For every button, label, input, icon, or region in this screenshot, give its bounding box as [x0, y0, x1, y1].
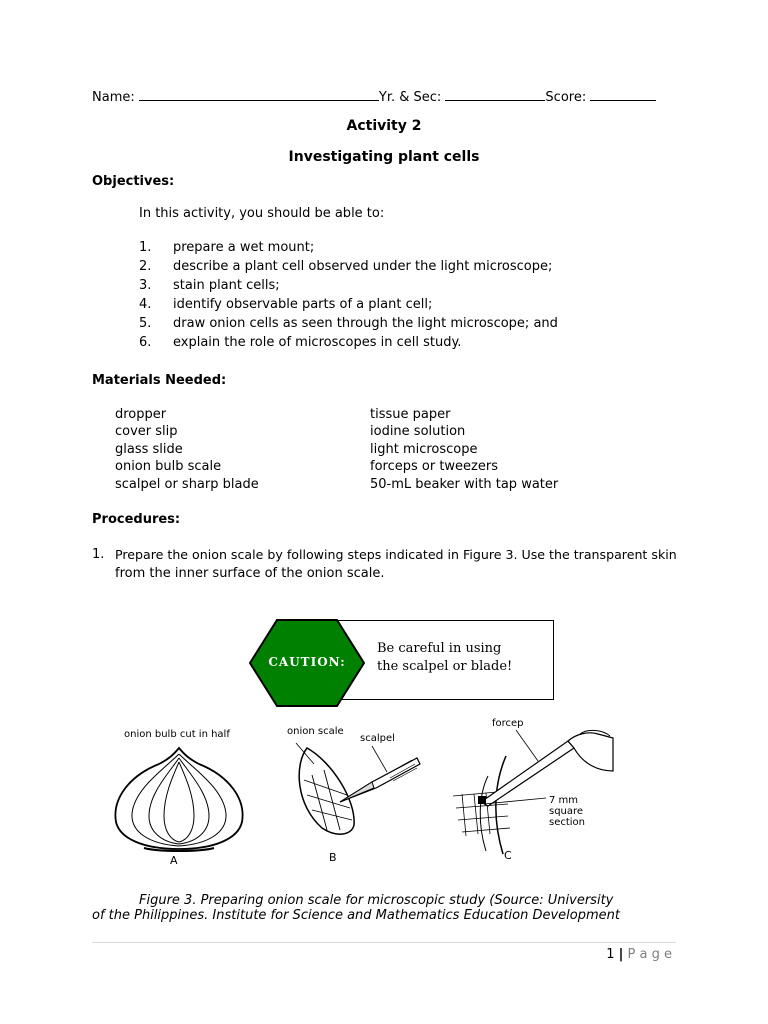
figure-a-label: onion bulb cut in half — [124, 729, 230, 740]
figure-caption-line-1: Figure 3. Preparing onion scale for microscopic study (Source: University — [139, 893, 614, 908]
material-right-2: iodine solution — [370, 424, 466, 439]
figure-letter-c: C — [504, 849, 512, 862]
objective-item-5: 5. draw onion cells as seen through the light microscope; and — [139, 316, 558, 331]
onion-scale-scalpel-icon — [292, 740, 432, 840]
material-right-5: 50-mL beaker with tap water — [370, 477, 559, 492]
figure-letter-b: B — [329, 851, 337, 864]
material-right-4: forceps or tweezers — [370, 459, 498, 474]
activity-subtitle: Investigating plant cells — [288, 149, 480, 165]
footer-divider — [92, 942, 676, 943]
score-label: Score: — [545, 90, 587, 105]
objectives-intro: In this activity, you should be able to: — [139, 206, 385, 221]
figure-caption-line-2: of the Philippines. Institute for Science and Mathematics Education Development — [92, 908, 620, 923]
forceps-section-icon — [448, 716, 618, 856]
header-fields — [92, 88, 656, 105]
score-blank[interactable] — [590, 88, 656, 101]
caution-message-line-2: the scalpel or blade! — [377, 659, 513, 674]
page-number: 1 — [606, 947, 615, 962]
caution-message-line-1: Be careful in using — [377, 641, 502, 656]
figure-c-section-label-2: square — [549, 806, 584, 817]
name-label: Name: — [92, 90, 135, 105]
figure-c-forcep-label: forcep — [492, 718, 524, 729]
yr-sec-blank[interactable] — [445, 88, 545, 101]
objective-item-6: 6. explain the role of microscopes in cell study. — [139, 335, 462, 350]
procedure-step-1-line-1: Prepare the onion scale by following steps indicated in Figure 3. Use the transparent skin — [115, 547, 677, 562]
figure-c-section-label-1: 7 mm — [549, 795, 579, 806]
material-left-1: dropper — [115, 407, 167, 422]
activity-title: Activity 2 — [346, 118, 422, 134]
procedures-heading: Procedures: — [92, 512, 181, 527]
material-right-3: light microscope — [370, 442, 478, 457]
objective-item-1: 1. prepare a wet mount; — [139, 240, 315, 255]
yr-sec-label: Yr. & Sec: — [378, 90, 442, 105]
objective-item-3: 3. stain plant cells; — [139, 278, 280, 293]
name-blank[interactable] — [139, 88, 379, 101]
procedure-step-1-num: 1. — [92, 547, 105, 562]
procedure-step-1-line-2: from the inner surface of the onion scale. — [115, 566, 385, 581]
material-left-2: cover slip — [115, 424, 178, 439]
objective-item-2: 2. describe a plant cell observed under the light microscope; — [139, 259, 553, 274]
figure-b-scalpel-label: scalpel — [360, 733, 395, 744]
page-label: P a g e — [627, 947, 672, 962]
figure-c-section-label-3: section — [549, 817, 586, 828]
objectives-heading: Objectives: — [92, 174, 175, 189]
page-footer — [606, 947, 672, 962]
material-right-1: tissue paper — [370, 407, 451, 422]
figure-b-scale-label: onion scale — [287, 726, 344, 737]
materials-heading: Materials Needed: — [92, 373, 227, 388]
material-left-5: scalpel or sharp blade — [115, 477, 259, 492]
material-left-3: glass slide — [115, 442, 183, 457]
page-separator: | — [618, 947, 624, 962]
caution-label: CAUTION: — [268, 655, 346, 669]
figure-letter-a: A — [170, 854, 178, 867]
objective-item-4: 4. identify observable parts of a plant cell; — [139, 297, 433, 312]
onion-bulb-icon — [104, 744, 254, 854]
material-left-4: onion bulb scale — [115, 459, 222, 474]
